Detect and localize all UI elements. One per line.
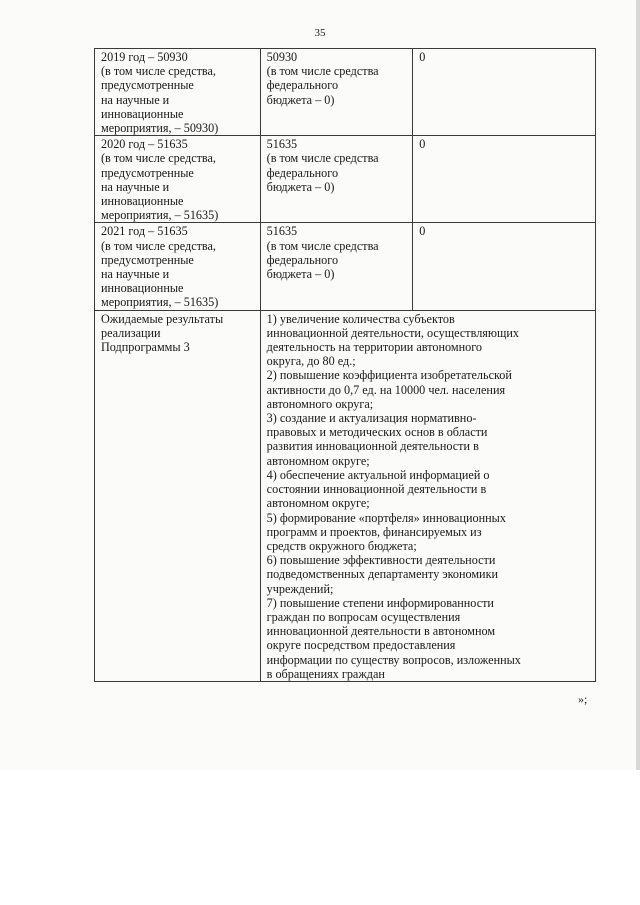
year-cell: 2020 год – 51635 (в том числе средства, предусмотренные на научные и инновационные мероприятия, – 51635) xyxy=(95,136,261,223)
district-budget-cell: 51635 (в том числе средства федерального бюджета – 0) xyxy=(260,223,413,310)
closing-quote-mark: »; xyxy=(578,692,588,706)
other-sources-cell: 0 xyxy=(413,49,596,136)
table-row xyxy=(95,223,596,310)
other-sources-cell: 0 xyxy=(413,223,596,310)
page-bottom-margin xyxy=(0,770,640,905)
district-budget-cell: 50930 (в том числе средства федерального бюджета – 0) xyxy=(260,49,413,136)
results-text-cell: 1) увеличение количества субъектов инновационной деятельности, осуществляющих деятельность на территории автономного округа, до 80 ед.; 2) повышение коэффициента изобретательской активности до 0,7 ед. на 10000 чел. населения автономного округа; 3) создание и актуализация нормативно- правовых и методических основ в области развития инновационной деятельности в автономном округе; 4) обеспечение актуальной информацией о состоянии инновационной деятельности в автономном округе; 5) формирование «портфеля» инновационных программ и проектов, финансируемых из средств окружного бюджета; 6) повышение эффективности деятельности подведомственных департаменту экономики учреждений; 7) повышение степени информированности граждан по вопросам осуществления инновационной деятельности в автономном округе посредством предоставления информации по существу вопросов, изложенных в обращениях граждан xyxy=(260,310,595,681)
district-budget-cell: 51635 (в том числе средства федерального бюджета – 0) xyxy=(260,136,413,223)
year-cell: 2019 год – 50930 (в том числе средства, предусмотренные на научные и инновационные мероприятия, – 50930) xyxy=(95,49,261,136)
funding-table xyxy=(94,48,596,682)
page-number: 35 xyxy=(314,27,326,39)
results-label-cell: Ожидаемые результаты реализации Подпрограммы 3 xyxy=(95,310,261,681)
year-cell: 2021 год – 51635 (в том числе средства, предусмотренные на научные и инновационные мероприятия, – 51635) xyxy=(95,223,261,310)
table-row xyxy=(95,49,596,136)
table-row xyxy=(95,136,596,223)
other-sources-cell: 0 xyxy=(413,136,596,223)
table-row-results xyxy=(95,310,596,681)
